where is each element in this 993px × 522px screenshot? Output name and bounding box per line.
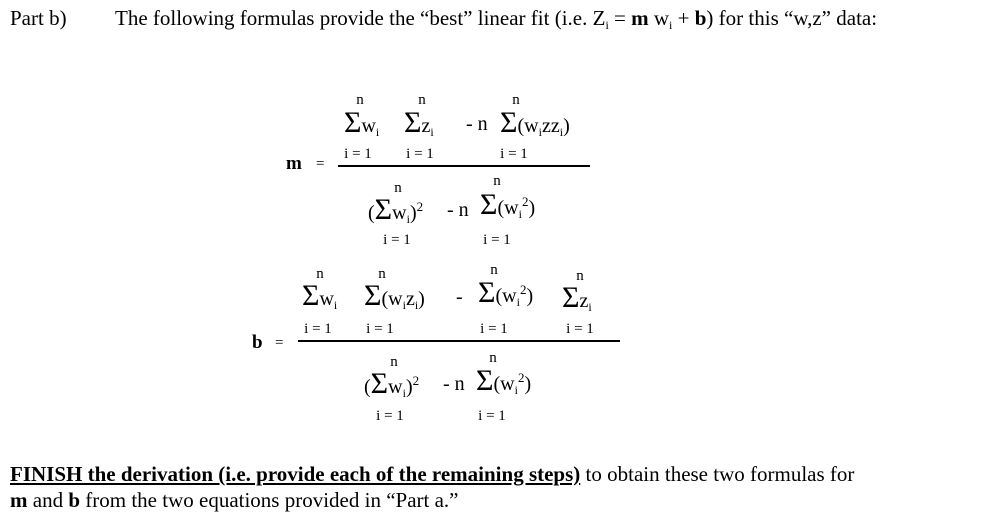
sigma: Σ bbox=[500, 106, 518, 139]
m-num-n3: n bbox=[512, 92, 520, 108]
b-num-term2 bbox=[364, 281, 425, 313]
sub-i: i bbox=[516, 295, 520, 309]
sub-i: i bbox=[430, 125, 434, 139]
m-num-lower1: i = 1 bbox=[344, 146, 372, 162]
sigma: Σ bbox=[480, 188, 498, 221]
sub-i: i bbox=[588, 300, 592, 314]
intro-w-sub: i bbox=[669, 18, 673, 32]
part-label: Part b) bbox=[10, 6, 67, 30]
m-num-lower2: i = 1 bbox=[406, 146, 434, 162]
sigma: Σ bbox=[370, 367, 389, 400]
z-var: z bbox=[550, 115, 560, 137]
m-num-lower3: i = 1 bbox=[500, 146, 528, 162]
z-var: z bbox=[541, 115, 551, 137]
sub-i: i bbox=[406, 212, 410, 226]
close-paren: ) bbox=[528, 197, 536, 219]
open-paren: ( bbox=[364, 376, 371, 398]
b-num-lower2: i = 1 bbox=[366, 321, 394, 337]
w-var: w bbox=[319, 288, 334, 310]
open-paren: ( bbox=[493, 373, 501, 395]
b-num-n4: n bbox=[576, 268, 584, 284]
sup-2: 2 bbox=[416, 199, 424, 214]
finish-instruction: FINISH the derivation (i.e. provide each of the remaining steps) bbox=[10, 462, 581, 486]
intro-plus: + bbox=[672, 6, 695, 30]
m-equals: = bbox=[316, 156, 325, 172]
open-paren: ( bbox=[368, 202, 375, 224]
open-paren: ( bbox=[495, 285, 503, 307]
b-fraction-bar bbox=[298, 340, 620, 342]
b-den-n2: n bbox=[489, 350, 497, 366]
b-label: b bbox=[252, 332, 263, 353]
w-var: w bbox=[504, 197, 519, 219]
open-paren: ( bbox=[497, 197, 505, 219]
intro-pre: The following formulas provide the “best” linear fit (i.e. Z bbox=[115, 6, 606, 30]
w-var: w bbox=[388, 376, 403, 398]
w-var: w bbox=[361, 115, 376, 137]
close-paren: ) bbox=[409, 202, 417, 224]
footer-line-2 bbox=[10, 488, 459, 513]
b-num-term4 bbox=[562, 283, 592, 315]
m-den-term1 bbox=[368, 195, 423, 227]
sigma: Σ bbox=[344, 106, 362, 139]
sigma: Σ bbox=[302, 279, 320, 312]
b-equals: = bbox=[275, 335, 284, 351]
w-var: w bbox=[388, 288, 403, 310]
m-den-n1: n bbox=[394, 180, 402, 196]
sub-i: i bbox=[518, 207, 522, 221]
sub-i: i bbox=[375, 125, 380, 139]
b-num-term1 bbox=[302, 281, 337, 313]
b-num-lower1: i = 1 bbox=[304, 321, 332, 337]
sup-2: 2 bbox=[519, 282, 527, 297]
intro-sub-i: i bbox=[605, 18, 609, 32]
footer-line-1 bbox=[10, 462, 854, 487]
intro-sentence bbox=[115, 6, 877, 33]
b-num-minus: - bbox=[456, 286, 463, 308]
b-num-lower4: i = 1 bbox=[566, 321, 594, 337]
sub-i: i bbox=[333, 298, 338, 312]
sigma: Σ bbox=[478, 276, 496, 309]
m-num-term1 bbox=[344, 108, 379, 140]
z-var: z bbox=[421, 115, 431, 137]
intro-m: m bbox=[631, 6, 649, 30]
intro-b: b bbox=[694, 6, 707, 30]
m-den-minus-n: - n bbox=[447, 199, 469, 221]
w-var: w bbox=[502, 285, 517, 307]
close-paren: ) bbox=[524, 373, 532, 395]
footer-m: m bbox=[10, 488, 28, 512]
sub-i: i bbox=[538, 125, 542, 139]
sigma: Σ bbox=[404, 106, 422, 139]
b-den-lower2: i = 1 bbox=[478, 408, 506, 424]
w-var: w bbox=[392, 202, 407, 224]
sub-i: i bbox=[559, 125, 564, 139]
open-paren: ( bbox=[381, 288, 389, 310]
close-paren: ) bbox=[405, 376, 413, 398]
m-label: m bbox=[286, 153, 302, 174]
sigma: Σ bbox=[562, 281, 580, 314]
sub-i: i bbox=[402, 298, 406, 312]
m-den-term2 bbox=[480, 190, 535, 222]
sub-i: i bbox=[514, 383, 518, 397]
b-num-n3: n bbox=[490, 262, 498, 278]
m-num-n2: n bbox=[418, 92, 426, 108]
close-paren: ) bbox=[418, 288, 425, 310]
sigma: Σ bbox=[476, 364, 494, 397]
close-paren: ) bbox=[526, 285, 534, 307]
m-num-minus-n: - n bbox=[466, 113, 488, 135]
close-paren: ) bbox=[563, 115, 570, 137]
m-den-lower1: i = 1 bbox=[383, 232, 411, 248]
b-num-term3 bbox=[478, 278, 533, 310]
b-den-term2 bbox=[476, 366, 531, 398]
sigma: Σ bbox=[364, 279, 382, 312]
b-den-n1: n bbox=[390, 354, 398, 370]
open-paren: ( bbox=[517, 115, 525, 137]
sigma: Σ bbox=[374, 193, 393, 226]
sup-2: 2 bbox=[412, 373, 420, 388]
w-var: w bbox=[500, 373, 515, 395]
b-num-lower3: i = 1 bbox=[480, 321, 508, 337]
intro-eq: = bbox=[608, 6, 632, 30]
m-den-lower2: i = 1 bbox=[483, 232, 511, 248]
z-var: z bbox=[579, 290, 589, 312]
z-var: z bbox=[405, 288, 415, 310]
b-den-lower1: i = 1 bbox=[376, 408, 404, 424]
intro-post: ) for this “w,z” data: bbox=[706, 6, 878, 30]
sup-2: 2 bbox=[521, 194, 529, 209]
b-num-n1: n bbox=[316, 266, 324, 282]
sub-i: i bbox=[414, 298, 419, 312]
w-var: w bbox=[524, 115, 539, 137]
b-den-term1 bbox=[364, 369, 419, 401]
m-den-n2: n bbox=[493, 173, 501, 189]
m-num-term2 bbox=[404, 108, 434, 140]
intro-w: w bbox=[648, 6, 670, 30]
sup-2: 2 bbox=[517, 370, 525, 385]
footer-line1-rest: to obtain these two formulas for bbox=[580, 462, 855, 486]
footer-line2-rest: from the two equations provided in “Part a.” bbox=[80, 488, 459, 512]
b-den-minus-n: - n bbox=[443, 373, 465, 395]
m-num-term3 bbox=[500, 108, 570, 140]
b-num-n2: n bbox=[378, 266, 386, 282]
footer-b: b bbox=[68, 488, 81, 512]
footer-and: and bbox=[27, 488, 69, 512]
sub-i: i bbox=[402, 386, 406, 400]
m-num-n1: n bbox=[356, 92, 364, 108]
m-fraction-bar bbox=[338, 165, 590, 167]
